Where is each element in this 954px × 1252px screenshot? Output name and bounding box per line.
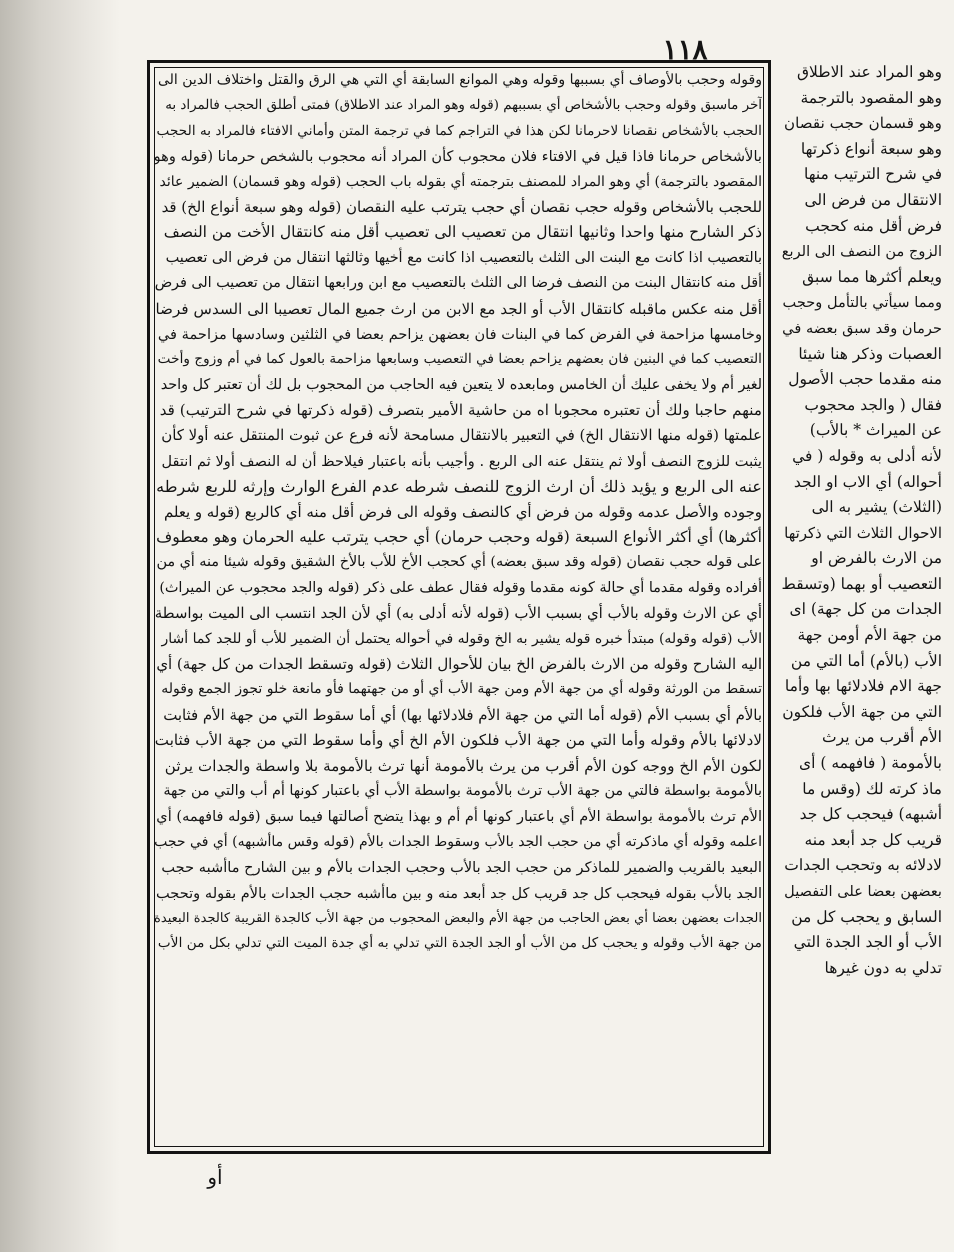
margin-text-line: حرمان وقد سبق بعضه في xyxy=(782,319,942,337)
main-text-line: أقل منه عكس ماقبله كانتقال الأب أو الجد مع الابن من ارث جميع المال تعصيبا الى السدس فرضا xyxy=(155,299,762,318)
margin-text-line: جهة الام فلادلائها بها وأما xyxy=(784,677,942,696)
main-text-line: الجد بالأب بقوله فيحجب كل جد قريب كل جد أبعد منه و بين ماأشبه حجب الجدات بالأم بقوله وتحجب xyxy=(155,884,762,902)
main-text-line: لغير أم ولا يخفى عليك أن الخامس ومابعده لا يتعين فيه الحاجب من المحجوب بل لك أن تعتبر كل واحد xyxy=(160,376,762,393)
main-text-line: الحجب بالأشخاص نقصانا لاحرمانا لكن هذا في التراجم كما في ترجمة المتن وأماني الافتاء فالمراد به الحجب xyxy=(156,122,762,139)
catchword: أو xyxy=(207,1165,223,1189)
main-commentary-text xyxy=(154,68,762,1146)
margin-text-line: الزوج من النصف الى الربع xyxy=(782,243,942,261)
margin-text-line: فرض أقل منه كحجب xyxy=(805,216,942,235)
scan-edge-shadow xyxy=(0,0,120,1252)
margin-text-line: الانتقال من فرض الى xyxy=(804,190,942,209)
margin-text-line: منه مقدما حجب الأصول xyxy=(788,370,942,389)
main-text-line: المقصود بالترجمة) أي وهو المراد للمصنف بترجمته أي بقوله باب الحجب (قوله وهو قسمان) الضمير عائد xyxy=(159,173,762,190)
margin-text-line: العصبات وذكر هنا شيئا xyxy=(798,344,942,363)
main-text-line: تسقط من الورثة وقوله أي من جهة الأم ومن جهة الأب أي أو من جهتهما فأو مانعة خلو تجوز الجمع وقوله xyxy=(161,681,762,698)
margin-commentary-text xyxy=(782,60,942,1185)
main-text-line: آخر ماسبق وقوله وحجب بالأشخاص أي بسببهم (قوله وهو المراد عند الاطلاق) فمتى أطلق الحجب فالمراد به xyxy=(165,98,762,114)
margin-text-line: من الارث بالفرض او xyxy=(811,549,942,568)
margin-text-line: (الثلاث) يشير به الى xyxy=(811,498,942,517)
margin-text-line: في شرح الترتيب منها xyxy=(804,165,942,184)
main-text-line: ذكر الشارح منها واحدا وثانيها انتقال من تعصيب الى تعصيب أقل منه كانتقال الأخت من النصف xyxy=(163,223,762,242)
main-text-line: من جهة الأب وقوله و يحجب كل من الأب أو الجد الجدة التي تدلي به أي جدة الميت التي تدلي بكل من الأب xyxy=(157,935,762,952)
margin-text-line: أحواله) أي الاب او الجد xyxy=(793,472,942,491)
margin-text-line: الجدات من كل جهة) اى xyxy=(789,600,942,619)
main-text-line: على قوله حجب نقصان (قوله وقد سبق بعضه) أي كحجب الأخ للأب بالأخ الشقيق وقوله شيئا منه أي من xyxy=(156,554,762,571)
margin-text-line: التعصيب أو بهما (وتسقط xyxy=(782,574,942,593)
main-text-line: أكثرها) أي أكثر الأنواع السبعة (قوله وحجب حرمان) أي حجب يترتب عليه الحرمان وهو معطوف xyxy=(156,528,762,547)
margin-text-line: بعضهن بعضا على التفصيل xyxy=(784,883,942,900)
main-text-line: بالأم أي بسبب الأم (قوله أما التي من جهة الأم فلادلائها بها) أي أما سقوط التي من جهة الأم فثابت xyxy=(163,705,762,724)
main-text-line: يثبت للزوج النصف أولا ثم ينتقل عنه الى الربع . وأجيب بأنه باعتبار فيلاحظ أن له النصف أولا ثم انتقل xyxy=(161,452,762,470)
margin-text-line: ومما سيأتي بالتأمل وحجب xyxy=(782,294,942,312)
margin-text-line: أشبهه) فيحجب كل جد xyxy=(799,805,942,824)
margin-text-line: الاحوال الثلاث التي ذكرتها xyxy=(784,523,942,542)
page-number: ١١٨ xyxy=(662,33,708,66)
margin-text-line: التي من جهة الأب فلكون xyxy=(782,702,942,721)
margin-text-line: ماذ كرته لك (وقس ما xyxy=(802,779,942,798)
margin-text-line: الأم أقرب من يرث xyxy=(822,728,942,747)
main-text-line: الأب (قوله وقوله) مبتدأ خبره قوله يشير به الخ وقوله في أحواله يحتمل أن الضمير للأب أو للجد كما أشار xyxy=(161,630,762,647)
margin-text-line: فقال ( والجد محجوب xyxy=(804,395,942,414)
margin-text-line: ويعلم أكثرها مما سبق xyxy=(802,267,942,286)
main-text-line: للحجب بالأشخاص وقوله حجب نقصان أي حجب يترتب عليه النقصان (قوله وهو سبعة أنواع الخ) قد xyxy=(161,197,762,216)
margin-text-line: وهو المراد عند الاطلاق xyxy=(796,63,942,81)
main-text-line: بالتعصيب اذا كانت مع البنت الى الثلث بالتعصيب اذا كانت مع أخيها وثالثها انتقال من فرض الى تعصيب xyxy=(165,249,762,266)
margin-text-line: عن الميراث * بالأب) xyxy=(809,421,942,440)
main-text-line: اعلمه وقوله أي ماذكرته أي من حجب الجد بالأب وسقوط الجدات بالأم (قوله وقس ماأشبهه) أي في حجب xyxy=(154,833,762,850)
main-text-line: لادلائها بالأم وقوله وأما التي من جهة الأب فلكون الأم الخ أي وأما سقوط التي من جهة الأب فثابت xyxy=(154,731,762,750)
main-text-line: وخامسها مزاحمة في الفرض كما في البنات فان بعضهن يزاحم بعضا في الثلثين وسادسها مزاحمة في xyxy=(157,325,762,343)
main-text-line: البعيد بالقريب والضمير للماذكر من حجب الجد بالأب وحجب الجدات بالأم و بين الشارح ماأشبه حجب xyxy=(161,859,762,877)
main-text-line: بالأشخاص حرمانا فاذا قيل في الافتاء فلان محجوب كأن المراد أنه محجوب بالشخص حرمانا (قوله وهو xyxy=(154,148,762,166)
main-text-line: اليه الشارح وقوله من الارث بالفرض الخ بيان للأحوال الثلاث (قوله وتسقط الجدات من كل جهة) أي xyxy=(156,654,762,673)
margin-text-line: قريب كل جد أبعد منه xyxy=(804,830,942,849)
main-text-line: عنه الى الربع و يؤيد ذلك أن ارث الزوج للنصف شرطه عدم الفرع الوارث وإرثه للربع شرطه xyxy=(156,477,762,497)
margin-text-line: وهو قسمان حجب نقصان xyxy=(783,114,942,133)
margin-text-line: بالأمومة ( فافهمه ) أى xyxy=(799,754,942,773)
main-text-line: الأم ترث بالأمومة بواسطة الأم أي باعتبار كونها أم أم و بهذا يتضح أصالتها فيما سبق (قوله فافهمه) أي xyxy=(156,808,762,826)
main-text-line: أي عن الارث وقوله بالأب أي بسبب الأب (قوله لأنه أدلى به) أي لأن الجد انتسب الى الميت بواسطة xyxy=(154,604,762,623)
main-text-line: الجدات بعضهن بعضا أي بعض الحاجب من جهة الأم والبعض المحجوب من جهة الأب كالجدة القريبة كالجدة البعيدة xyxy=(154,910,762,926)
margin-text-line: من جهة الأم أومن جهة xyxy=(797,626,942,645)
main-text-line: لكون الأم الخ ووجه كون الأم أقرب من يرث بالأمومة أنها ترث بالأمومة بلا واسطة والجدات يرثن xyxy=(164,756,762,775)
main-text-line: أقل منه كانتقال البنت من النصف فرضا الى الثلث بالتعصيب مع ابن ورابعها انتقال من تعصيب الى فرض xyxy=(154,275,762,292)
margin-text-line: السابق و يحجب كل من xyxy=(791,907,942,926)
main-text-line: منهم حاجبا ولك أن تعتبره محجوبا اه من حاشية الأمير بتصرف (قوله ذكرتها في شرح الترتيب) قد xyxy=(159,401,762,420)
main-text-line: التعصيب كما في البنين فان بعضهم يزاحم بعضا في التعصيب وسابعها مزاحمة بالعول كما في أم وزوج وأخت xyxy=(157,351,762,368)
margin-text-line: لادلائه به وتحجب الجدات xyxy=(784,856,942,875)
main-text-line: علمتها (قوله منها الانتقال الخ) في التعبير بالانتقال مسامحة لأنه فرع عن ثبوت المنتقل عنه أولا كأن xyxy=(161,426,762,445)
main-text-line: أفراده وقوله مقدما أي حالة كونه مقدما وقوله فقال عطف على ذكر (قوله والجد محجوب عن الميراث) xyxy=(159,579,762,596)
margin-text-line: وهو سبعة أنواع ذكرتها xyxy=(800,139,942,158)
margin-text-line: وهو المقصود بالترجمة xyxy=(800,88,942,107)
margin-text-line: لأنه أدلى به وقوله ( في xyxy=(792,446,942,465)
margin-text-line: الأب أو الجد الجدة التي xyxy=(793,933,942,952)
margin-text-line: تدلي به دون غيرها xyxy=(824,958,942,977)
main-text-line: وجوده والأصل عدمه وقوله من فرض أي كالنصف وقوله الى فرض أقل منه أي كالربع (قوله و يعلم xyxy=(163,502,762,521)
margin-text-line: الأب (بالأم) أما التي من xyxy=(790,651,942,670)
main-text-line: وقوله وحجب بالأوصاف أي بسببها وقوله وهي الموانع السابقة أي التي هي الرق والقتل واختلاف الدين الى xyxy=(157,72,762,88)
main-text-line: بالأمومة بواسطة فالتي من جهة الأب ترث بالأمومة بواسطة الأب أي باعتبار كونها أم أب والتي من جهة xyxy=(163,782,762,799)
